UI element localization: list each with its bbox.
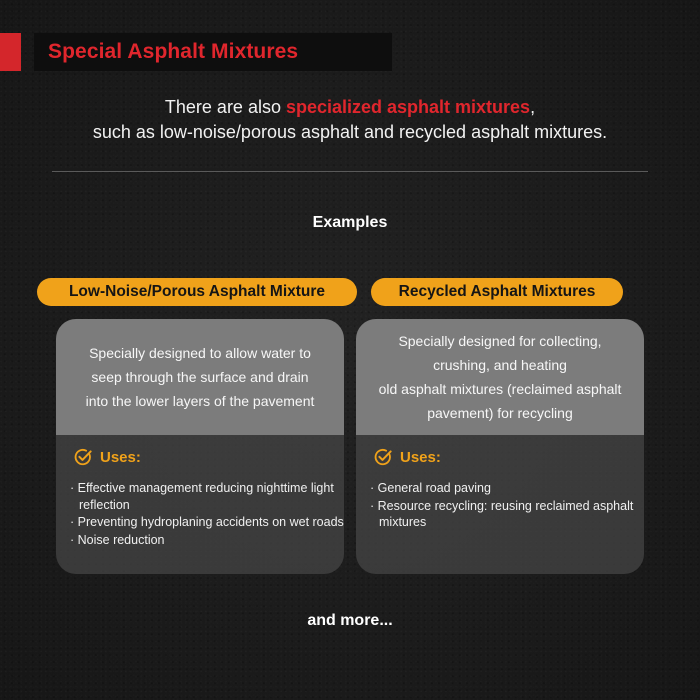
- uses-label: Uses:: [400, 448, 441, 466]
- intro-line-1-after: ,: [530, 97, 536, 117]
- list-item: · Preventing hydroplaning accidents on wet roads: [70, 514, 344, 531]
- page-title: Special Asphalt Mixtures: [48, 40, 299, 63]
- list-item: · Effective management reducing nighttime light reflection: [70, 480, 344, 513]
- examples-heading: Examples: [312, 214, 388, 231]
- card-recycled: [356, 319, 644, 574]
- divider: [52, 171, 648, 172]
- pill-recycled: [371, 278, 623, 306]
- uses-list: [70, 480, 344, 548]
- card-description: Specially designed to allow water to seep through the surface and drain into the lower layers of the pavement: [85, 345, 315, 409]
- intro-line-1: [0, 95, 700, 120]
- pill-low-noise-label: Low-Noise/Porous Asphalt Mixture: [68, 283, 326, 300]
- list-item: · General road paving: [370, 480, 644, 497]
- footer-text: and more...: [307, 612, 393, 629]
- list-item: · Noise reduction: [70, 532, 344, 549]
- accent-bar: [0, 33, 21, 71]
- intro-highlight: specialized asphalt mixtures: [285, 97, 531, 117]
- uses-list: [370, 480, 644, 531]
- card-low-noise: [56, 319, 344, 574]
- check-circle-icon: [74, 448, 92, 466]
- pill-low-noise: [37, 278, 357, 306]
- list-item: · Resource recycling: reusing reclaimed asphalt mixtures: [370, 498, 644, 531]
- uses-header: [374, 448, 644, 466]
- intro-text: [0, 95, 700, 145]
- card-description-box: [56, 319, 344, 435]
- uses-header: [74, 448, 344, 466]
- title-banner: [34, 33, 392, 71]
- intro-line-1-before: There are also: [164, 97, 286, 117]
- pill-recycled-label: Recycled Asphalt Mixtures: [398, 283, 596, 300]
- card-description: Specially designed for collecting, crushing, and heating old asphalt mixtures (reclaimed asphalt pavement) for recycling: [378, 333, 622, 421]
- card-description-box: [356, 319, 644, 435]
- intro-line-2: such as low-noise/porous asphalt and recycled asphalt mixtures.: [92, 122, 608, 142]
- check-circle-icon: [374, 448, 392, 466]
- uses-label: Uses:: [100, 448, 141, 466]
